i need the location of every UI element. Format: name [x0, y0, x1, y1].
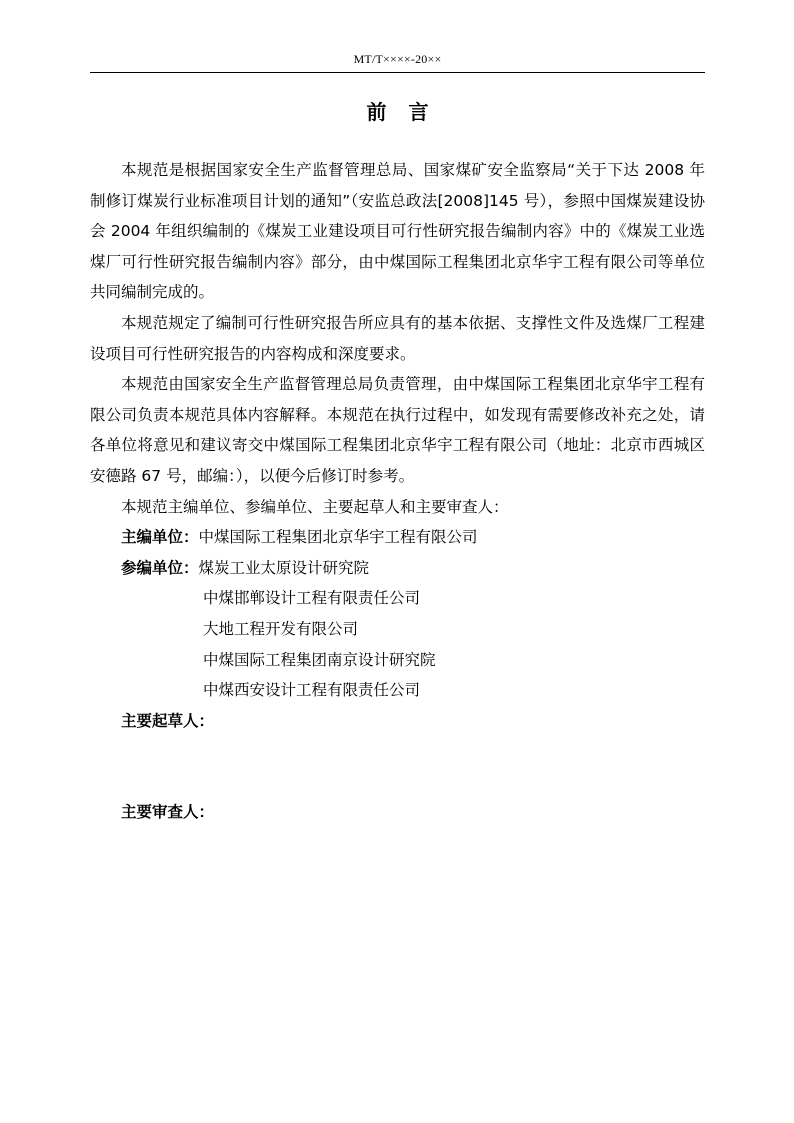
chief-editor-value: 中煤国际工程集团北京华宇工程有限公司 — [198, 528, 478, 547]
drafters-line — [90, 706, 705, 737]
reviewers-line — [90, 797, 705, 828]
chief-editor-label: 主编单位： — [121, 528, 199, 547]
participants-label: 参编单位： — [121, 558, 199, 577]
reviewers-label: 主要审查人： — [121, 803, 215, 822]
standard-code-header: MT/T××××-20×× — [353, 52, 442, 66]
participant-item: 中煤西安设计工程有限责任公司 — [203, 681, 421, 700]
paragraph-contributors-intro: 本规范主编单位、参编单位、主要起草人和主要审查人： — [121, 497, 509, 516]
document-body — [90, 155, 705, 828]
paragraph-scope: 本规范规定了编制可行性研究报告所应具有的基本依据、支撑性文件及选煤厂工程建设项目可行性研究报告的内容构成和深度要求。 — [90, 313, 705, 363]
drafters-label: 主要起草人： — [121, 711, 215, 730]
chief-editor-line — [90, 522, 705, 553]
participants-line — [90, 553, 705, 584]
drafters-blank-space — [90, 736, 705, 797]
page-title: 前言 — [366, 100, 451, 124]
paragraph-basis: 本规范是根据国家安全生产监督管理总局、国家煤矿安全监察局“关于下达 2008 年制修订煤炭行业标准项目计划的通知”（安监总政法[2008]145 号），参照中国煤炭建设协会 2004 年组织编制的《煤炭工业建设项目可行性研究报告编制内容》中的《煤炭工业选煤厂可行性研究报告编制内容》部分，由中煤国际工程集团北京华宇工程有限公司等单位共同编制完成的。 — [90, 161, 705, 302]
paragraph-management: 本规范由国家安全生产监督管理总局负责管理，由中煤国际工程集团北京华宇工程有限公司负责本规范具体内容解释。本规范在执行过程中，如发现有需要修改补充之处，请各单位将意见和建议寄交中煤国际工程集团北京华宇工程有限公司（地址：北京市西城区安德路 67 号，邮编：），以便今后修订时参考。 — [90, 375, 705, 485]
participant-item: 中煤国际工程集团南京设计研究院 — [203, 650, 436, 669]
participant-item: 中煤邯郸设计工程有限责任公司 — [203, 589, 421, 608]
participant-item: 煤炭工业太原设计研究院 — [198, 558, 370, 577]
header-rule — [90, 72, 705, 73]
participant-item: 大地工程开发有限公司 — [203, 619, 359, 638]
